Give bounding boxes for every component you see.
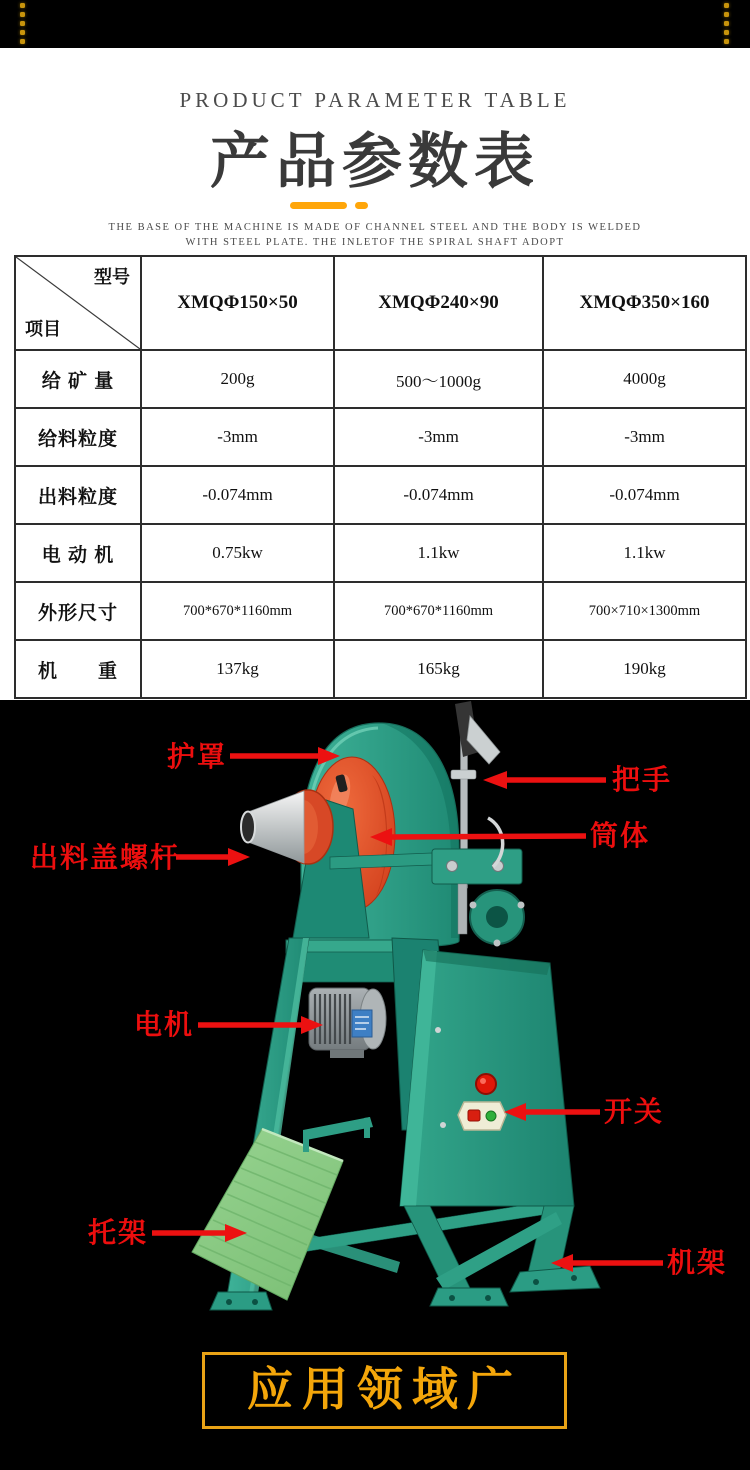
gold-dots-left-icon bbox=[20, 3, 25, 44]
gold-dots-right-icon bbox=[724, 3, 729, 44]
table-cell: 700*670*1160mm bbox=[334, 582, 543, 640]
row-label: 给料粒度 bbox=[15, 408, 141, 466]
table-cell: 0.75kw bbox=[141, 524, 334, 582]
parameter-table bbox=[14, 255, 747, 699]
title-underline-dot bbox=[355, 202, 368, 209]
table-cell: -0.074mm bbox=[141, 466, 334, 524]
ramp-handle bbox=[303, 1117, 373, 1140]
table-row bbox=[15, 350, 746, 408]
switch-red-button bbox=[468, 1110, 480, 1121]
table-row bbox=[15, 524, 746, 582]
arrow-tongti bbox=[392, 836, 586, 837]
title-underline-bar bbox=[290, 202, 347, 209]
table-cell: -3mm bbox=[334, 408, 543, 466]
row-label: 机 重 bbox=[15, 640, 141, 698]
row-label: 电 动 机 bbox=[15, 524, 141, 582]
table-cell: 700*670*1160mm bbox=[141, 582, 334, 640]
column-header: XMQΦ240×90 bbox=[334, 256, 543, 350]
row-label: 外形尺寸 bbox=[15, 582, 141, 640]
table-cell: -0.074mm bbox=[334, 466, 543, 524]
label-discharge-screw: 出料盖螺杆 bbox=[30, 842, 181, 873]
row-label: 出料粒度 bbox=[15, 466, 141, 524]
table-cell: 700×710×1300mm bbox=[543, 582, 746, 640]
frame-foot-center bbox=[430, 1288, 508, 1306]
table-cell: -3mm bbox=[543, 408, 746, 466]
table-row bbox=[15, 408, 746, 466]
table-corner-cell bbox=[15, 256, 141, 350]
table-row bbox=[15, 582, 746, 640]
table-row bbox=[15, 466, 746, 524]
discharge-cone bbox=[241, 790, 333, 864]
table-cell: 1.1kw bbox=[334, 524, 543, 582]
column-header: XMQΦ150×50 bbox=[141, 256, 334, 350]
row-label: 给 矿 量 bbox=[15, 350, 141, 408]
label-switch: 开关 bbox=[604, 1096, 665, 1127]
table-cell: 190kg bbox=[543, 640, 746, 698]
table-cell: 500～1000g bbox=[334, 350, 543, 408]
table-cell: 165kg bbox=[334, 640, 543, 698]
emergency-button bbox=[476, 1074, 496, 1094]
page-title: 产品参数表 bbox=[210, 128, 540, 195]
description-line-1: THE BASE OF THE MACHINE IS MADE OF CHANNEL STEEL AND THE BODY IS WELDED bbox=[108, 222, 642, 233]
switch-plate bbox=[458, 1102, 506, 1130]
corner-item-label: 项目 bbox=[25, 319, 61, 339]
top-black-bar bbox=[0, 0, 750, 48]
table-cell: 200g bbox=[141, 350, 334, 408]
application-banner: 应用领域广 bbox=[202, 1352, 567, 1429]
column-header: XMQΦ350×160 bbox=[543, 256, 746, 350]
label-cylinder: 筒体 bbox=[590, 820, 651, 851]
table-header-row bbox=[15, 256, 746, 350]
table-cell: 4000g bbox=[543, 350, 746, 408]
table-row bbox=[15, 640, 746, 698]
diagram-section bbox=[0, 700, 750, 1470]
label-motor: 电机 bbox=[134, 1009, 195, 1040]
corner-model-label: 型号 bbox=[94, 267, 130, 287]
label-frame: 机架 bbox=[667, 1247, 728, 1278]
table-cell: -3mm bbox=[141, 408, 334, 466]
table-cell: 137kg bbox=[141, 640, 334, 698]
description-line-2: WITH STEEL PLATE. THE INLETOF THE SPIRAL SHAFT ADOPT bbox=[185, 237, 565, 248]
label-protective-cover: 护罩 bbox=[167, 741, 228, 772]
table-cell: -0.074mm bbox=[543, 466, 746, 524]
table-cell: 1.1kw bbox=[543, 524, 746, 582]
motor bbox=[309, 988, 386, 1058]
description-text bbox=[0, 220, 750, 250]
frame-foot-left bbox=[210, 1292, 272, 1310]
handle-scoop bbox=[467, 716, 500, 764]
frame-foot-right bbox=[510, 1266, 600, 1292]
label-bracket: 托架 bbox=[88, 1217, 149, 1248]
switch-green-button bbox=[486, 1111, 496, 1121]
support-ramp bbox=[192, 1117, 373, 1300]
label-handle: 把手 bbox=[612, 764, 673, 795]
subtitle-english: PRODUCT PARAMETER TABLE bbox=[179, 88, 571, 112]
